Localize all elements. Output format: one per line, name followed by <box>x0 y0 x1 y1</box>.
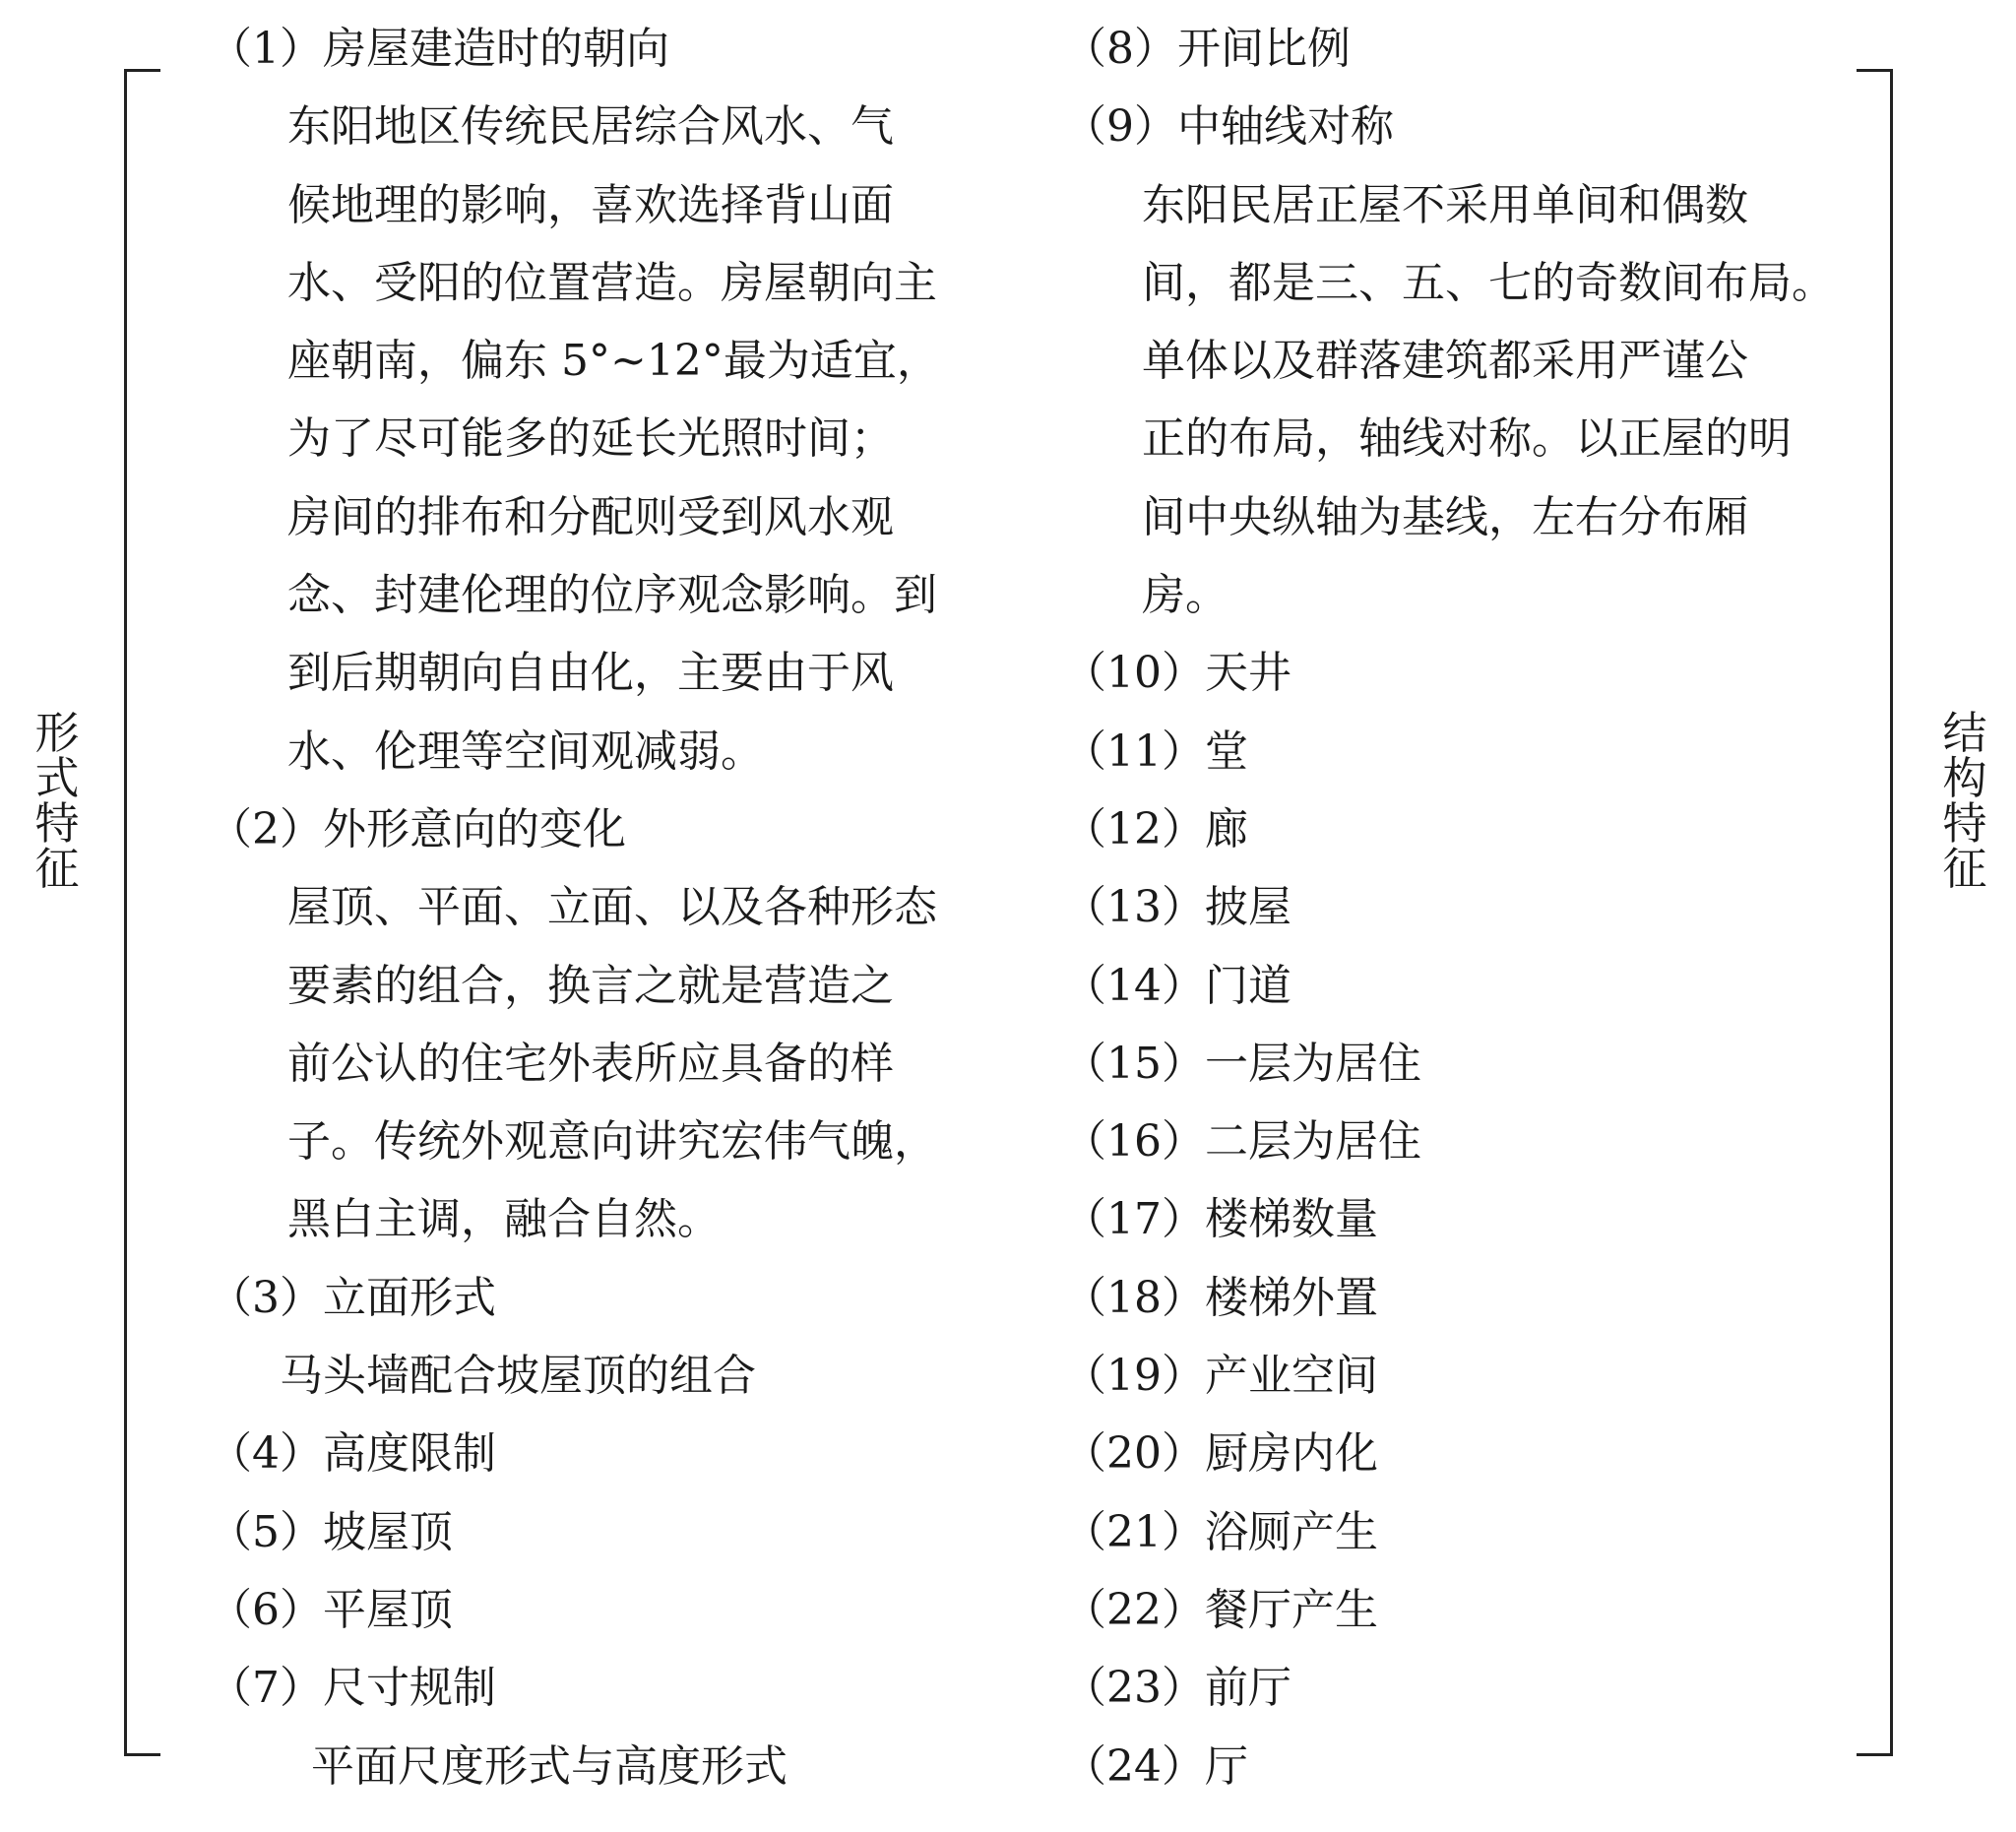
form-feature-heading: （3）立面形式 <box>209 1272 496 1323</box>
structure-feature-heading: （23）前厅 <box>1063 1663 1292 1714</box>
structure-feature-heading: （17）楼梯数量 <box>1063 1194 1378 1245</box>
form-feature-description: 前公认的住宅外表所应具备的样 <box>287 1038 894 1089</box>
form-feature-heading: （2）外形意向的变化 <box>209 803 626 854</box>
form-feature-description: 房间的排布和分配则受到风水观 <box>287 491 894 542</box>
form-feature-description: 到后期朝向自由化，主要由于风 <box>287 648 894 699</box>
form-feature-description: 要素的组合，换言之就是营造之 <box>287 960 894 1011</box>
structure-feature-heading: （20）厨房内化 <box>1063 1428 1378 1480</box>
form-feature-heading: （1）房屋建造时的朝向 <box>209 24 669 74</box>
structure-feature-heading: （21）浴厕产生 <box>1063 1506 1378 1557</box>
structure-feature-heading: （14）门道 <box>1063 960 1292 1011</box>
structure-feature-description: 正的布局，轴线对称。以正屋的明 <box>1142 413 1792 465</box>
structure-features-list <box>1063 24 1851 1819</box>
structure-features-label: 结 构 特 征 <box>1942 707 1987 895</box>
structure-feature-heading: （13）披屋 <box>1063 882 1292 933</box>
structure-feature-heading: （22）餐厅产生 <box>1063 1584 1378 1635</box>
form-feature-description: 马头墙配合坡屋顶的组合 <box>280 1351 756 1402</box>
structure-feature-heading: （12）廊 <box>1063 803 1248 854</box>
form-feature-description: 子。传统外观意向讲究宏伟气魄， <box>287 1116 937 1168</box>
structure-feature-heading: （8）开间比例 <box>1063 24 1351 74</box>
form-feature-description: 念、封建伦理的位序观念影响。到 <box>287 570 937 621</box>
form-feature-heading: （5）坡屋顶 <box>209 1506 453 1557</box>
form-feature-heading: （7）尺寸规制 <box>209 1663 496 1714</box>
structure-feature-description: 东阳民居正屋不采用单间和偶数 <box>1142 179 1748 230</box>
structure-feature-heading: （19）产业空间 <box>1063 1351 1378 1402</box>
form-features-label: 形 式 特 征 <box>34 707 80 895</box>
structure-feature-heading: （24）厅 <box>1063 1740 1248 1792</box>
form-feature-description: 水、伦理等空间观减弱。 <box>287 726 764 777</box>
form-feature-description: 座朝南，偏东 5°~12°最为适宜， <box>287 336 940 387</box>
structure-feature-description: 单体以及群落建筑都采用严谨公 <box>1142 336 1748 387</box>
form-feature-description: 东阳地区传统民居综合风水、气 <box>287 101 894 153</box>
form-feature-heading: （6）平屋顶 <box>209 1584 453 1635</box>
form-feature-description: 黑白主调，融合自然。 <box>287 1194 721 1245</box>
left-bracket <box>124 69 160 1756</box>
structure-feature-description: 间中央纵轴为基线，左右分布厢 <box>1142 491 1748 542</box>
structure-feature-heading: （15）一层为居住 <box>1063 1038 1421 1089</box>
structure-feature-heading: （9）中轴线对称 <box>1063 101 1394 153</box>
structure-feature-heading: （18）楼梯外置 <box>1063 1272 1378 1323</box>
form-feature-heading: （4）高度限制 <box>209 1428 496 1480</box>
structure-feature-heading: （10）天井 <box>1063 648 1292 699</box>
structure-feature-description: 房。 <box>1142 570 1228 621</box>
structure-feature-heading: （11）堂 <box>1063 726 1248 777</box>
form-feature-description: 平面尺度形式与高度形式 <box>311 1740 788 1792</box>
form-feature-description: 水、受阳的位置营造。房屋朝向主 <box>287 257 937 308</box>
form-feature-description: 屋顶、平面、立面、以及各种形态 <box>287 882 937 933</box>
form-features-list <box>209 24 996 1819</box>
form-feature-description: 候地理的影响，喜欢选择背山面 <box>287 179 894 230</box>
structure-feature-heading: （16）二层为居住 <box>1063 1116 1421 1168</box>
right-bracket <box>1857 69 1893 1756</box>
structure-feature-description: 间，都是三、五、七的奇数间布局。 <box>1142 257 1835 308</box>
form-feature-description: 为了尽可能多的延长光照时间； <box>287 413 894 465</box>
